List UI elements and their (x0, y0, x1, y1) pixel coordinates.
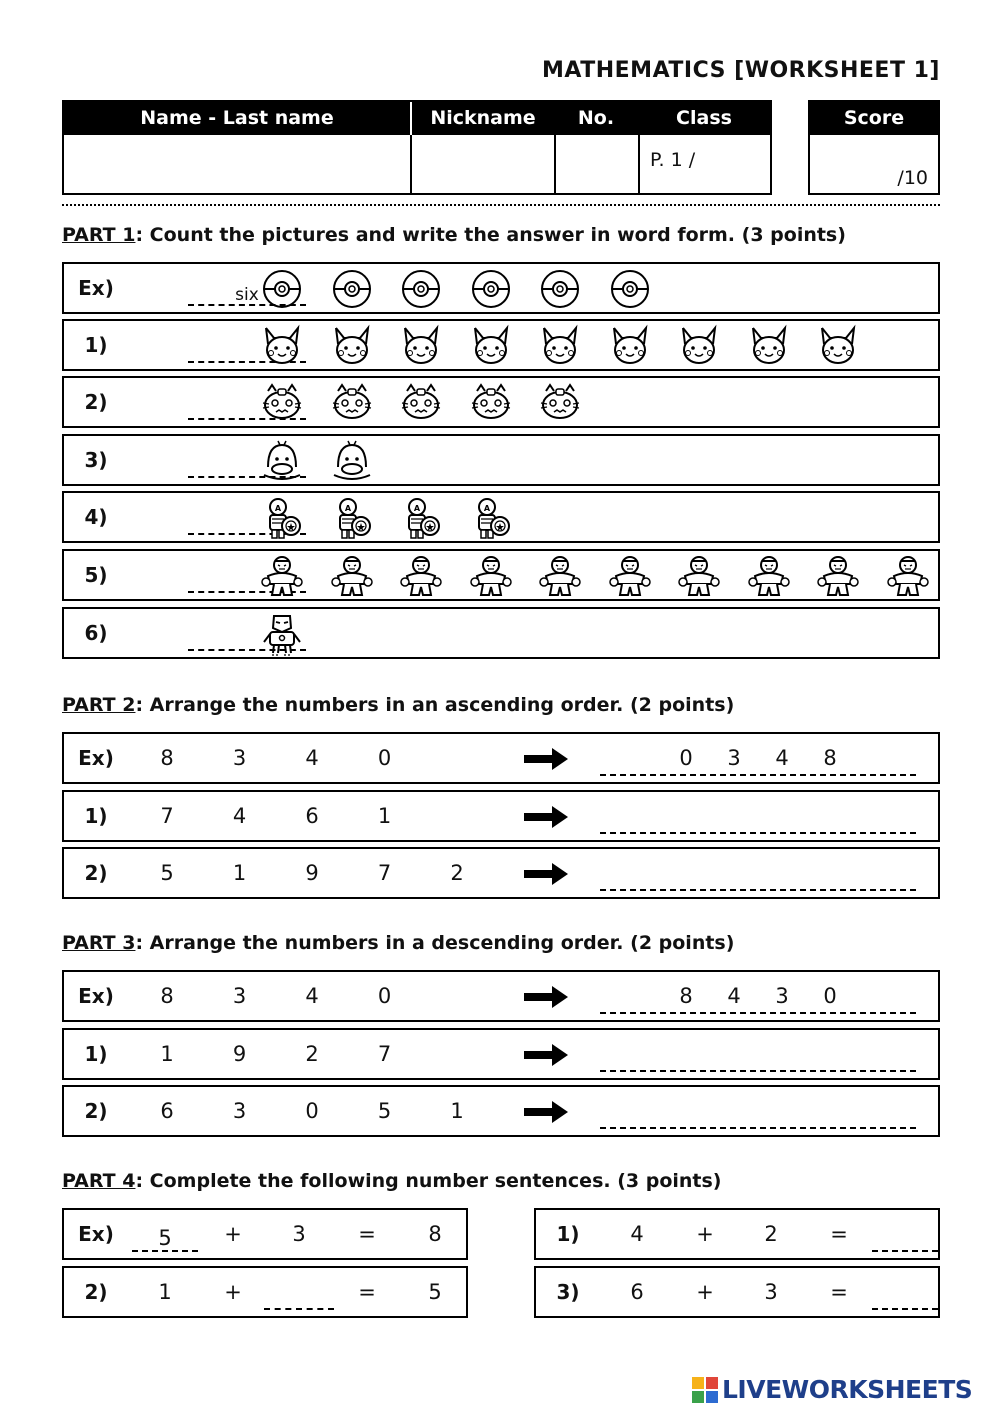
row-label: 2) (84, 1099, 108, 1123)
given-number: 9 (305, 861, 319, 885)
answer-blank[interactable] (872, 1226, 938, 1252)
row-label: Ex) (78, 746, 114, 770)
order-row (62, 790, 940, 842)
pikachu-icon (399, 324, 443, 368)
addend: 2 (764, 1222, 778, 1246)
plus-sign: + (696, 1280, 714, 1304)
given-number: 0 (305, 1099, 319, 1123)
given-number: 1 (377, 804, 392, 828)
answer-blank[interactable] (600, 859, 916, 891)
equation-label: Ex) (78, 1222, 114, 1246)
arrow-right-icon (524, 863, 568, 885)
meowth-icon (330, 381, 374, 425)
class-field[interactable] (640, 135, 770, 195)
row-label: 1) (84, 333, 108, 357)
divider (62, 204, 940, 206)
row-label: 3) (84, 448, 108, 472)
pokeball-icon (260, 267, 304, 311)
given-number: 7 (377, 1042, 392, 1066)
order-row (62, 1028, 940, 1080)
sum: 8 (428, 1222, 442, 1246)
equation-label: 3) (556, 1280, 580, 1304)
count-row (62, 319, 940, 371)
hulk-icon (816, 554, 860, 598)
svg-text:A: A (483, 504, 490, 513)
answer-number: 3 (727, 746, 741, 770)
addend: 3 (764, 1280, 778, 1304)
svg-text:A: A (274, 504, 282, 513)
pikachu-icon (260, 324, 304, 368)
hulk-icon (538, 554, 582, 598)
name-field[interactable] (64, 135, 412, 195)
pikachu-icon (747, 324, 791, 368)
score-box (808, 100, 940, 195)
part3-title: PART 3: Arrange the numbers in a descending order. (2 points) (62, 932, 735, 954)
arrow-right-icon (524, 986, 568, 1008)
given-number: 4 (232, 804, 247, 828)
equation-label: 1) (556, 1222, 580, 1246)
given-number: 0 (377, 746, 392, 770)
pokeball-icon (538, 267, 582, 311)
given-number: 7 (377, 861, 392, 885)
order-row (62, 970, 940, 1022)
student-info-table (62, 100, 772, 195)
svg-text:A: A (344, 504, 351, 513)
addend: 6 (630, 1280, 644, 1304)
given-number: 3 (232, 1099, 247, 1123)
addend: 4 (630, 1222, 644, 1246)
row-label: 1) (84, 1042, 108, 1066)
ironman-icon (260, 612, 304, 656)
pikachu-icon (469, 324, 513, 368)
equation-example (62, 1208, 468, 1260)
captain-icon (330, 496, 374, 540)
plus-sign: + (224, 1280, 242, 1304)
part1-title: PART 1: Count the pictures and write the answer in word form. (3 points) (62, 224, 846, 246)
answer-number: 8 (679, 984, 693, 1008)
hulk-icon (260, 554, 304, 598)
sum: 5 (428, 1280, 442, 1304)
count-row (62, 607, 940, 659)
answer-number: 3 (775, 984, 789, 1008)
equals-sign: = (830, 1280, 848, 1304)
row-label: Ex) (78, 984, 114, 1008)
answer-blank: 5 (132, 1226, 198, 1252)
row-label: 5) (84, 563, 108, 587)
answer-number: 0 (679, 746, 693, 770)
plus-sign: + (696, 1222, 714, 1246)
plus-sign: + (224, 1222, 242, 1246)
pokeball-icon (330, 267, 374, 311)
meowth-icon (538, 381, 582, 425)
answer-blank (600, 744, 916, 776)
count-row (62, 262, 940, 314)
hulk-icon (886, 554, 930, 598)
arrow-right-icon (524, 1101, 568, 1123)
part4-title: PART 4: Complete the following number sentences. (3 points) (62, 1170, 722, 1192)
score-header: Score (810, 102, 938, 135)
row-label: 4) (84, 505, 108, 529)
hulk-icon (330, 554, 374, 598)
worksheet-title: MATHEMATICS [WORKSHEET 1] (542, 58, 940, 83)
pikachu-icon (608, 324, 652, 368)
answer-number: 4 (775, 746, 789, 770)
answer-blank (600, 982, 916, 1014)
nickname-field[interactable] (412, 135, 556, 195)
pikachu-icon (330, 324, 374, 368)
pikachu-icon (538, 324, 582, 368)
hulk-icon (677, 554, 721, 598)
given-number: 4 (305, 984, 319, 1008)
count-row (62, 491, 940, 543)
meowth-icon (469, 381, 513, 425)
row-label: 2) (84, 390, 108, 414)
name-header: Name - Last name (64, 102, 412, 135)
class-value: P. 1 / (650, 149, 696, 171)
arrow-right-icon (524, 1044, 568, 1066)
hulk-icon (747, 554, 791, 598)
arrow-right-icon (524, 806, 568, 828)
given-number: 1 (232, 861, 247, 885)
equals-sign: = (358, 1280, 376, 1304)
count-row (62, 434, 940, 486)
nickname-header: Nickname (412, 102, 554, 135)
equation-label: 2) (84, 1280, 108, 1304)
given-number: 2 (305, 1042, 319, 1066)
pikachu-icon (816, 324, 860, 368)
count-row (62, 376, 940, 428)
pikachu-icon (677, 324, 721, 368)
answer-number: 0 (823, 984, 837, 1008)
hulk-icon (608, 554, 652, 598)
order-row (62, 1085, 940, 1137)
captain-icon (399, 496, 443, 540)
given-number: 2 (450, 861, 464, 885)
hulk-icon (399, 554, 443, 598)
answer-blank[interactable] (872, 1284, 938, 1310)
hulk-icon (469, 554, 513, 598)
captain-icon (469, 496, 513, 540)
answer-blank[interactable] (600, 802, 916, 834)
answer-number: 4 (727, 984, 741, 1008)
given-number: 3 (232, 746, 247, 770)
meowth-icon (260, 381, 304, 425)
given-number: 6 (160, 1099, 174, 1123)
given-number: 0 (377, 984, 392, 1008)
count-row (62, 549, 940, 601)
given-number: 3 (232, 984, 247, 1008)
given-number: 9 (232, 1042, 247, 1066)
equals-sign: = (830, 1222, 848, 1246)
given-number: 7 (160, 804, 174, 828)
part2-title: PART 2: Arrange the numbers in an ascending order. (2 points) (62, 694, 735, 716)
liveworksheets-logo (692, 1375, 992, 1405)
given-number: 8 (160, 746, 174, 770)
answer-blank[interactable] (600, 1040, 916, 1072)
answer-blank[interactable] (600, 1097, 916, 1129)
captain-icon (260, 496, 304, 540)
given-number: 1 (160, 1042, 174, 1066)
logo-mark-icon (692, 1377, 718, 1403)
class-header: Class (638, 102, 770, 135)
row-label: 6) (84, 621, 108, 645)
equation-2 (62, 1266, 468, 1318)
order-row (62, 732, 940, 784)
meowth-icon (399, 381, 443, 425)
given-number: 4 (305, 746, 319, 770)
answer-blank[interactable] (264, 1284, 334, 1310)
svg-text:A: A (413, 504, 421, 513)
number-header: No. (554, 102, 638, 135)
given-number: 5 (160, 861, 174, 885)
logo-text: LIVEWORKSHEETS (722, 1375, 973, 1404)
psyduck-icon (260, 439, 304, 483)
pokeball-icon (608, 267, 652, 311)
given-number: 8 (160, 984, 174, 1008)
arrow-right-icon (524, 748, 568, 770)
given-number: 5 (377, 1099, 392, 1123)
row-label: 1) (84, 804, 108, 828)
equation-3 (534, 1266, 940, 1318)
pokeball-icon (469, 267, 513, 311)
score-value: /10 (897, 167, 928, 189)
pokeball-icon (399, 267, 443, 311)
psyduck-icon (330, 439, 374, 483)
row-label: Ex) (78, 276, 114, 300)
addend: 1 (158, 1280, 172, 1304)
order-row (62, 847, 940, 899)
row-label: 2) (84, 861, 108, 885)
answer-number: 8 (823, 746, 837, 770)
equals-sign: = (358, 1222, 376, 1246)
equation-1 (534, 1208, 940, 1260)
given-number: 1 (450, 1099, 464, 1123)
number-field[interactable] (556, 135, 640, 195)
answer-blank: six (188, 284, 306, 306)
addend: 3 (292, 1222, 306, 1246)
given-number: 6 (305, 804, 319, 828)
